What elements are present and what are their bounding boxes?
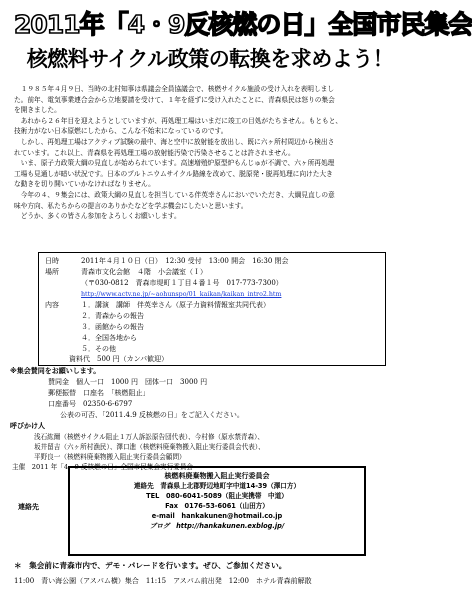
- contact-address: 連絡先 青森県上北郡野辺地町字中道14-39（澤口方）: [133, 482, 301, 490]
- intro-line: どうか、多くの皆さん参加をよろしくお願いします。: [20, 212, 181, 221]
- program-item: ４．全国各地から: [81, 334, 137, 342]
- intro-text: [14, 84, 410, 222]
- intro-line: 技術力がない日本原燃にしたから、こんな不始末になっているのです。: [14, 127, 228, 136]
- place-value: 青森市文化会館 ４階 小会議室（Ｉ）: [81, 268, 207, 276]
- caller-line: 浅石紘爾（核燃サイクル阻止１万人訴訟原告団代表）、今村修（原水禁青森）、: [34, 433, 264, 441]
- demo-schedule: 11:00 青い海公園（アスパム横）集合 11:15 アスパム前出発 12:00 ホテル青森前解散: [14, 577, 312, 585]
- program-item: ３．函館からの報告: [81, 323, 144, 331]
- content-label: 内容: [45, 301, 59, 309]
- support-note: 公表の可否、「2011.4.9 反核燃の日」をご記入ください。: [60, 411, 244, 419]
- contact-org: 核燃料廃棄物搬入阻止実行委員会: [164, 472, 270, 480]
- support-account: 口座番号 02350-6-6797: [48, 400, 133, 408]
- caller-line: 平野良一（核燃料廃棄物搬入阻止実行委員会顧問）: [34, 453, 186, 461]
- contact-blog[interactable]: ブログ http://hankakunen.exblog.jp/: [149, 522, 285, 530]
- contact-box: [68, 466, 366, 556]
- program-item: １．講演 講師 伴英幸さん（原子力資料情報室共同代表）: [81, 301, 270, 309]
- contact-email[interactable]: e-mail hankakunen@hotmail.co.jp: [151, 512, 283, 520]
- support-transfer: 郵便振替 口座名 「核燃阻止」: [48, 389, 150, 397]
- program-item: ２．青森からの報告: [81, 312, 144, 320]
- intro-line: 味や方向、私たちからの提言のありかたなどを学ぶ機会にしたいと思います。: [14, 201, 248, 210]
- program-item: ５．その他: [81, 345, 116, 353]
- event-address: （〒030-0812 青森市堤町１丁目４番１号 017-773-7300）: [81, 279, 283, 287]
- event-content-row: [45, 300, 270, 311]
- organizer: 主催 2011 年「4・9 反核燃の日」全国市民集会実行委員会: [12, 463, 194, 471]
- intro-line: を開きました。: [14, 106, 61, 115]
- event-place-row: [45, 267, 207, 278]
- demo-notice: ＊ 集会前に青森市内で、デモ・パレードを行います。ぜひ、ご参加ください。: [14, 561, 287, 570]
- intro-line: 工場も見通しが暗い状況です。日本のプルトニウムサイクル路線を改めて、脱原発・脱再処理に向けた大き: [14, 169, 333, 178]
- place-label: 場所: [45, 268, 59, 276]
- subtitle: 核燃料サイクル政策の転換を求めよう！: [26, 47, 394, 71]
- intro-line: れています。これ以上、青森県を再処理工場の放射能汚染で汚染させることは許されません。: [14, 148, 295, 157]
- intro-line: しかし、再処理工場はアクティブ試験の最中、海と空中に放射能を放出し、既に六ヶ所村周辺から検出さ: [20, 137, 335, 146]
- intro-line: いま、原子力政策大綱の見直しが始められています。高速増殖炉原型炉もんじゅが不調で、六ヶ所再処理: [20, 159, 335, 168]
- contact-fax: Fax 0176-53-6061（山田方）: [165, 502, 269, 510]
- event-details-box: [38, 252, 386, 366]
- support-heading: ※集会賛同をお願いします。: [10, 367, 101, 375]
- intro-line: た。前年、電気事業連合会から立地要請を受けて、１年を経ずに受け入れたことに、青森県民は怒りの集会: [14, 95, 335, 104]
- intro-line: １９８５年４月９日、当時の北村知事は県議会全員協議会で、核燃サイクル施設の受け入れを表明しまし: [20, 85, 335, 93]
- main-title: 2011年「4・9反核燃の日」全国市民集会: [14, 10, 472, 39]
- date-label: 日時: [45, 257, 59, 265]
- contact-label: 連絡先: [18, 503, 39, 511]
- callers-heading: 呼びかけ人: [10, 422, 45, 430]
- date-value: 2011年４月１０日（日） 12:30 受付 13:00 開会 16:30 閉会: [81, 257, 289, 265]
- caller-line: 坂井留吉（六ヶ所村漁民）、澤口進（核燃料廃棄物搬入阻止実行委員会代表）、: [34, 443, 265, 451]
- support-fee: 賛同金 個人一口 1000 円 団体一口 3000 円: [48, 378, 208, 386]
- contact-tel: TEL 080-6041-5089（阻止実携帯 中道）: [146, 492, 288, 500]
- venue-link[interactable]: http://www.actv.ne.jp/~aohunspo/01_kaikan/kaikan_intro2.htm: [81, 291, 282, 298]
- intro-line: な動きを切り開いていかなければなりません。: [14, 180, 155, 189]
- material-fee: 資料代 500 円（カンパ歓迎）: [69, 355, 169, 363]
- intro-line: 今年の４、９集会には、政策大綱の見直しを担当している伴英幸さんにおいでいただき、大綱見直しの意: [20, 190, 335, 199]
- intro-line: あれから２６年目を迎えようとしていますが、再処理工場はいまだに竣工の目処がたちません。もともと、: [20, 116, 343, 125]
- event-date-row: [45, 256, 289, 267]
